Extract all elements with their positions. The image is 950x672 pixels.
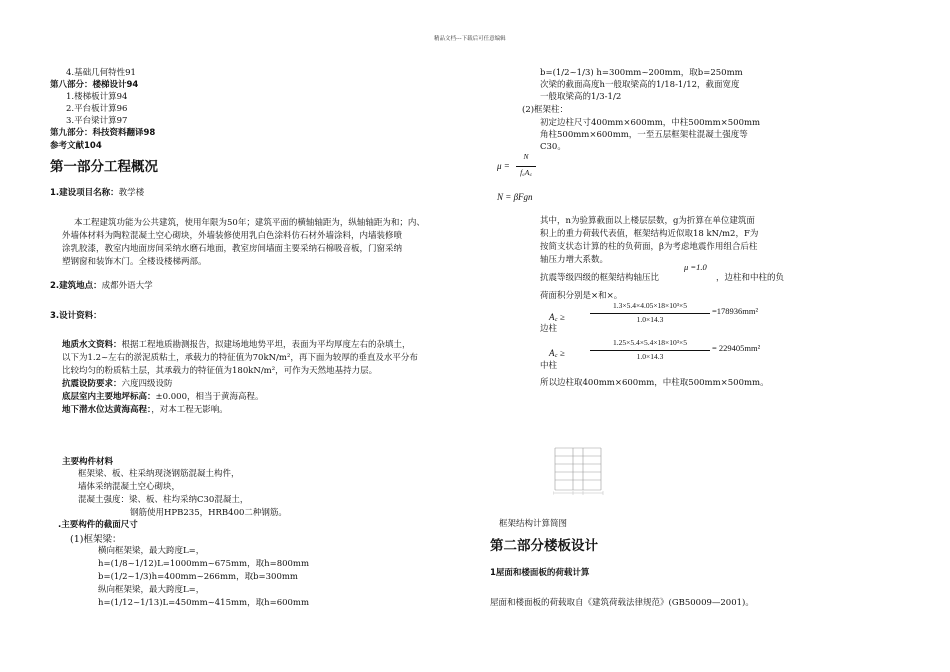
fraction-line: [590, 350, 710, 351]
paragraph-line: 比较均匀的粉质粘土层，其承载力的特征值为180kN/m²，可作为天然地基持力层。: [62, 366, 378, 376]
section-value: 教学楼: [118, 188, 145, 198]
seismic-label: 抗震设防要求：: [62, 379, 122, 389]
paragraph-line: 按简支状态计算的柱的负荷面，β为考虑地震作用组合后柱: [540, 242, 758, 252]
section-size-heading: .主要构件的截面尺寸: [58, 520, 138, 530]
paragraph-line: b=(1/2~1/3) h=300mm~200mm，取b=250mm: [540, 68, 743, 78]
section-value: 成都外语大学: [101, 281, 153, 291]
paragraph-line: 框架梁、板、柱采纳现浇钢筋混凝土构件，: [78, 469, 240, 479]
fraction-line: [590, 313, 710, 314]
paragraph-line: 外墙体材料为陶粒混凝土空心砌块，外墙装修使用乳白色涂料仿石材外墙涂料，内墙装修喷: [62, 231, 403, 241]
formula-numerator: N: [523, 152, 529, 161]
paragraph-line: 涂乳胶漆，教室内地面房间采纳水磨石地面，教室房间墙面主要采纳石棉吸音板，门窗采纳: [62, 244, 403, 254]
paragraph-line: 钢筋使用HPB235，HRB400二种钢筋。: [130, 508, 287, 518]
paragraph-line: 横向框架梁，最大跨度L=，: [98, 546, 205, 556]
paragraph-line: 角柱500mm×600mm，一至五层框架柱混凝土强度等: [540, 130, 748, 140]
paragraph-line: 混凝土强度：梁、板、柱均采纳C30混凝土，: [78, 495, 249, 505]
frame-structure-diagram: [553, 446, 613, 498]
paragraph-line: h=(1/8~1/12)L=1000mm~675mm，取h=800mm: [98, 559, 310, 569]
formula-numerator: 1.25×5.4×5.4×18×10³×5: [612, 338, 688, 347]
formula-lhs: A꜀ ≥: [549, 312, 565, 322]
formula-lhs: μ =: [497, 161, 510, 171]
paragraph-line: 塑钢窗和装饰木门。全楼设楼梯两部。: [62, 257, 207, 267]
paragraph-line: 一般取梁高的1/3-1/2: [540, 92, 622, 102]
beam-heading: (1)框架梁：: [70, 534, 122, 545]
toc-item: 2.平台板计算96: [66, 104, 128, 114]
toc-item: 3.平台梁计算97: [66, 116, 128, 126]
seismic-value: 六度四级设防: [121, 379, 173, 389]
section-design-data-heading: 3.设计资料：: [50, 311, 102, 321]
part1-title: 第一部分工程概况: [50, 159, 158, 175]
paragraph-line: 以下为1.2~左右的淤泥质粘土，承载力的特征值为70kN/m²，再下面为较厚的垂直及水平分布: [62, 353, 418, 363]
floor-elevation-value: ±0.000，相当于黄海高程。: [155, 392, 264, 402]
paragraph-line: 轴压力增大系数。: [540, 255, 609, 265]
paragraph-line: C30。: [540, 142, 566, 152]
axial-force-formula: N = βFgn: [497, 192, 533, 202]
part2-title: 第二部分楼板设计: [490, 538, 598, 554]
paragraph-line: h=(1/12~1/13)L=450mm~415mm，取h=600mm: [98, 598, 310, 608]
paragraph-text: 抗震等级四级的框架结构轴压比: [540, 273, 660, 283]
paragraph-line: 积上的重力荷载代表值，框架结构近似取18 kN/m2，F为: [540, 229, 759, 239]
paragraph-text: ，边柱和中柱的负: [716, 273, 785, 283]
paragraph-line: 根据工程地质勘测报告，拟建场地地势平坦，表面为平均厚度左右的杂填土，: [121, 340, 411, 350]
paragraph-line: 初定边柱尺寸400mm×600mm，中柱500mm×500mm: [540, 118, 761, 128]
paragraph-line: 次梁的截面高度h一般取梁高的1/18-1/12，截面宽度: [540, 80, 740, 90]
materials-heading: 主要构件材料: [62, 457, 114, 467]
section-project-name: [50, 186, 144, 198]
toc-item: 4.基础几何特性91: [66, 68, 136, 78]
paragraph-line: 本工程建筑功能为公共建筑，使用年限为50年；建筑平面的横轴轴距为，纵轴轴距为和；内、: [74, 218, 425, 228]
toc-item: 第八部分：楼梯设计94: [50, 80, 139, 90]
fraction-line: [516, 166, 536, 167]
edge-column-label: 边柱: [540, 324, 558, 334]
water-level-label: 地下潜水位达黄海高程：: [62, 405, 152, 415]
column-heading: (2)框架柱：: [522, 105, 569, 115]
formula-denominator: 1.0×14.3: [636, 315, 664, 324]
section-heading: 1.建设项目名称：: [50, 188, 119, 198]
formula-lhs: A꜀ ≥: [549, 348, 565, 358]
formula-denominator: 1.0×14.3: [636, 352, 664, 361]
water-level-value: ，对本工程无影响。: [151, 405, 228, 415]
section-site: [50, 279, 153, 291]
hydro-label: 地质水文资料：: [62, 340, 122, 350]
formula-denominator: f꜀A꜀: [520, 168, 532, 177]
middle-column-label: 中柱: [540, 361, 558, 371]
formula-numerator: 1.3×5.4×4.05×18×10³×5: [612, 301, 688, 310]
toc-item: 1.楼梯板计算94: [66, 92, 128, 102]
paragraph-line: 其中，n为验算截面以上楼层层数，g为折算在单位建筑面: [540, 216, 755, 226]
formula-result: = 229405mm²: [712, 343, 761, 353]
column-conclusion: 所以边柱取400mm×600mm，中柱取500mm×500mm。: [540, 378, 769, 388]
paragraph-line: b=(1/2~1/3)h=400mm~266mm，取b=300mm: [98, 572, 298, 582]
toc-item: 参考文献104: [50, 141, 102, 151]
paragraph-line: 纵向框架梁，最大跨度L=，: [98, 585, 205, 595]
header-watermark: 精品文档---下载后可任意编辑: [434, 36, 506, 42]
part2-section-heading: 1屋面和楼面板的荷载计算: [490, 568, 590, 578]
paragraph-line: 墙体采纳混凝土空心砌块，: [78, 482, 181, 492]
toc-item: 第九部分：科技资料翻译98: [50, 128, 156, 138]
limit-value: μ =1.0: [684, 262, 707, 272]
floor-elevation-label: 底层室内主要地坪标高：: [62, 392, 156, 402]
formula-result: =178936mm²: [712, 306, 759, 316]
paragraph-line: 荷面积分别是×和×。: [540, 291, 623, 301]
figure-caption: 框架结构计算简图: [499, 519, 568, 529]
part2-paragraph: 屋面和楼面板的荷载取自《建筑荷载法律规范》(GB50009—2001)。: [490, 598, 754, 608]
section-heading: 2.建筑地点：: [50, 281, 102, 291]
